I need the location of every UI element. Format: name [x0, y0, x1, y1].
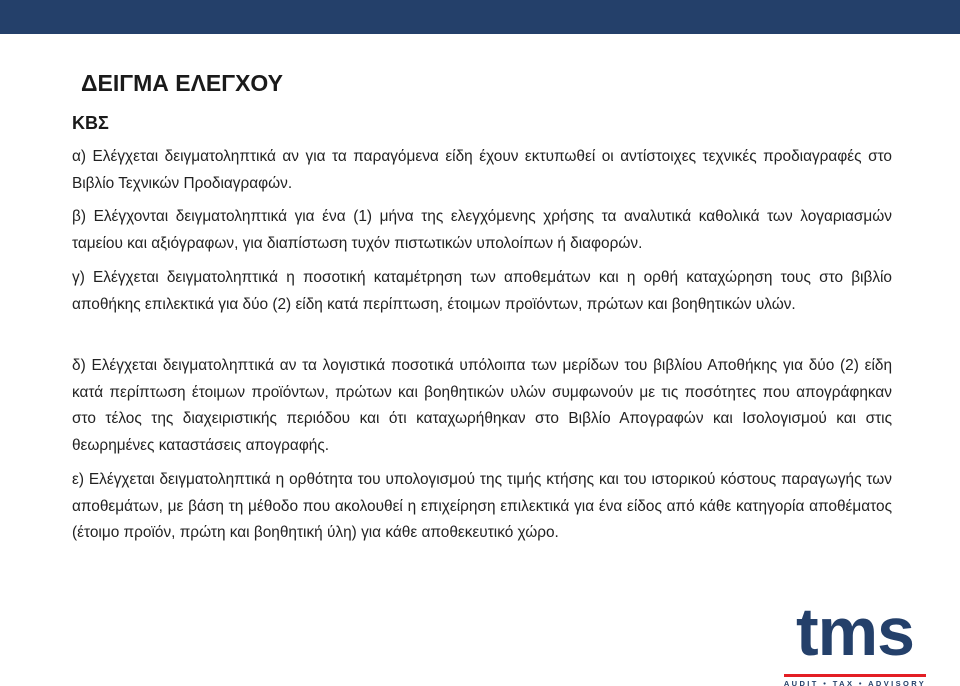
- paragraph-c: γ) Ελέγχεται δειγματοληπτικά η ποσοτική καταμέτρηση των αποθεμάτων και η ορθή καταχώρηση τους στο βιβλίο αποθήκης επιλεκτικά για δύο (2) είδη κατά περίπτωση, έτοιμων προϊόντων, πρώτων και βοηθητικών υλών.: [72, 269, 892, 313]
- page-title: ΔΕΙΓΜΑ ΕΛΕΓΧΟΥ: [81, 70, 284, 96]
- paragraph-b: β) Ελέγχονται δειγματοληπτικά για ένα (1) μήνα της ελεγχόμενης χρήσης τα αναλυτικά καθολικά των λογαριασμών ταμείου και αξιόγραφων, για διαπίστωση τυχόν πιστωτικών υπολοίπων ή διαφορών.: [72, 208, 892, 252]
- logo-underline: [784, 674, 926, 677]
- top-bar: [0, 0, 960, 34]
- paragraph-d: δ) Ελέγχεται δειγματοληπτικά αν τα λογιστικά ποσοτικά υπόλοιπα των μερίδων του βιβλίου Αποθήκης για δύο (2) είδη κατά περίπτωση έτοιμων προϊόντων, πρώτων και βοηθητικών υλών συμφωνούν με τις ποσότητες που απογράφηκαν στο τέλος της διαχειριστικής περιόδου και ότι καταχωρήθηκαν στο Βιβλίο Απογραφών και Ισολογισμού και στις θεωρημένες καταστάσεις απογραφής.: [72, 357, 892, 454]
- page-subtitle: ΚΒΣ: [72, 113, 109, 133]
- logo-tagline: AUDIT • TAX • ADVISORY: [783, 679, 927, 686]
- tms-logo: [780, 594, 930, 686]
- paragraph-a: α) Ελέγχεται δειγματοληπτικά αν για τα παραγόμενα είδη έχουν εκτυπωθεί οι αντίστοιχες τεχνικές προδιαγραφές στο Βιβλίο Τεχνικών Προδιαγραφών.: [72, 148, 892, 192]
- paragraph-e: ε) Ελέγχεται δειγματοληπτικά η ορθότητα του υπολογισμού της τιμής κτήσης και του ιστορικού κόστους παραγωγής των αποθεμάτων, με βάση τη μέθοδο που ακολουθεί η επιχείρηση επιλεκτικά για ένα είδος από κάθε κατηγορία αποθέματος (έτοιμο προϊόν, πρώτη και βοηθητική ύλη) για κάθε αποθεκευτικό χώρο.: [72, 471, 892, 541]
- logo-wordmark: tms: [796, 594, 914, 670]
